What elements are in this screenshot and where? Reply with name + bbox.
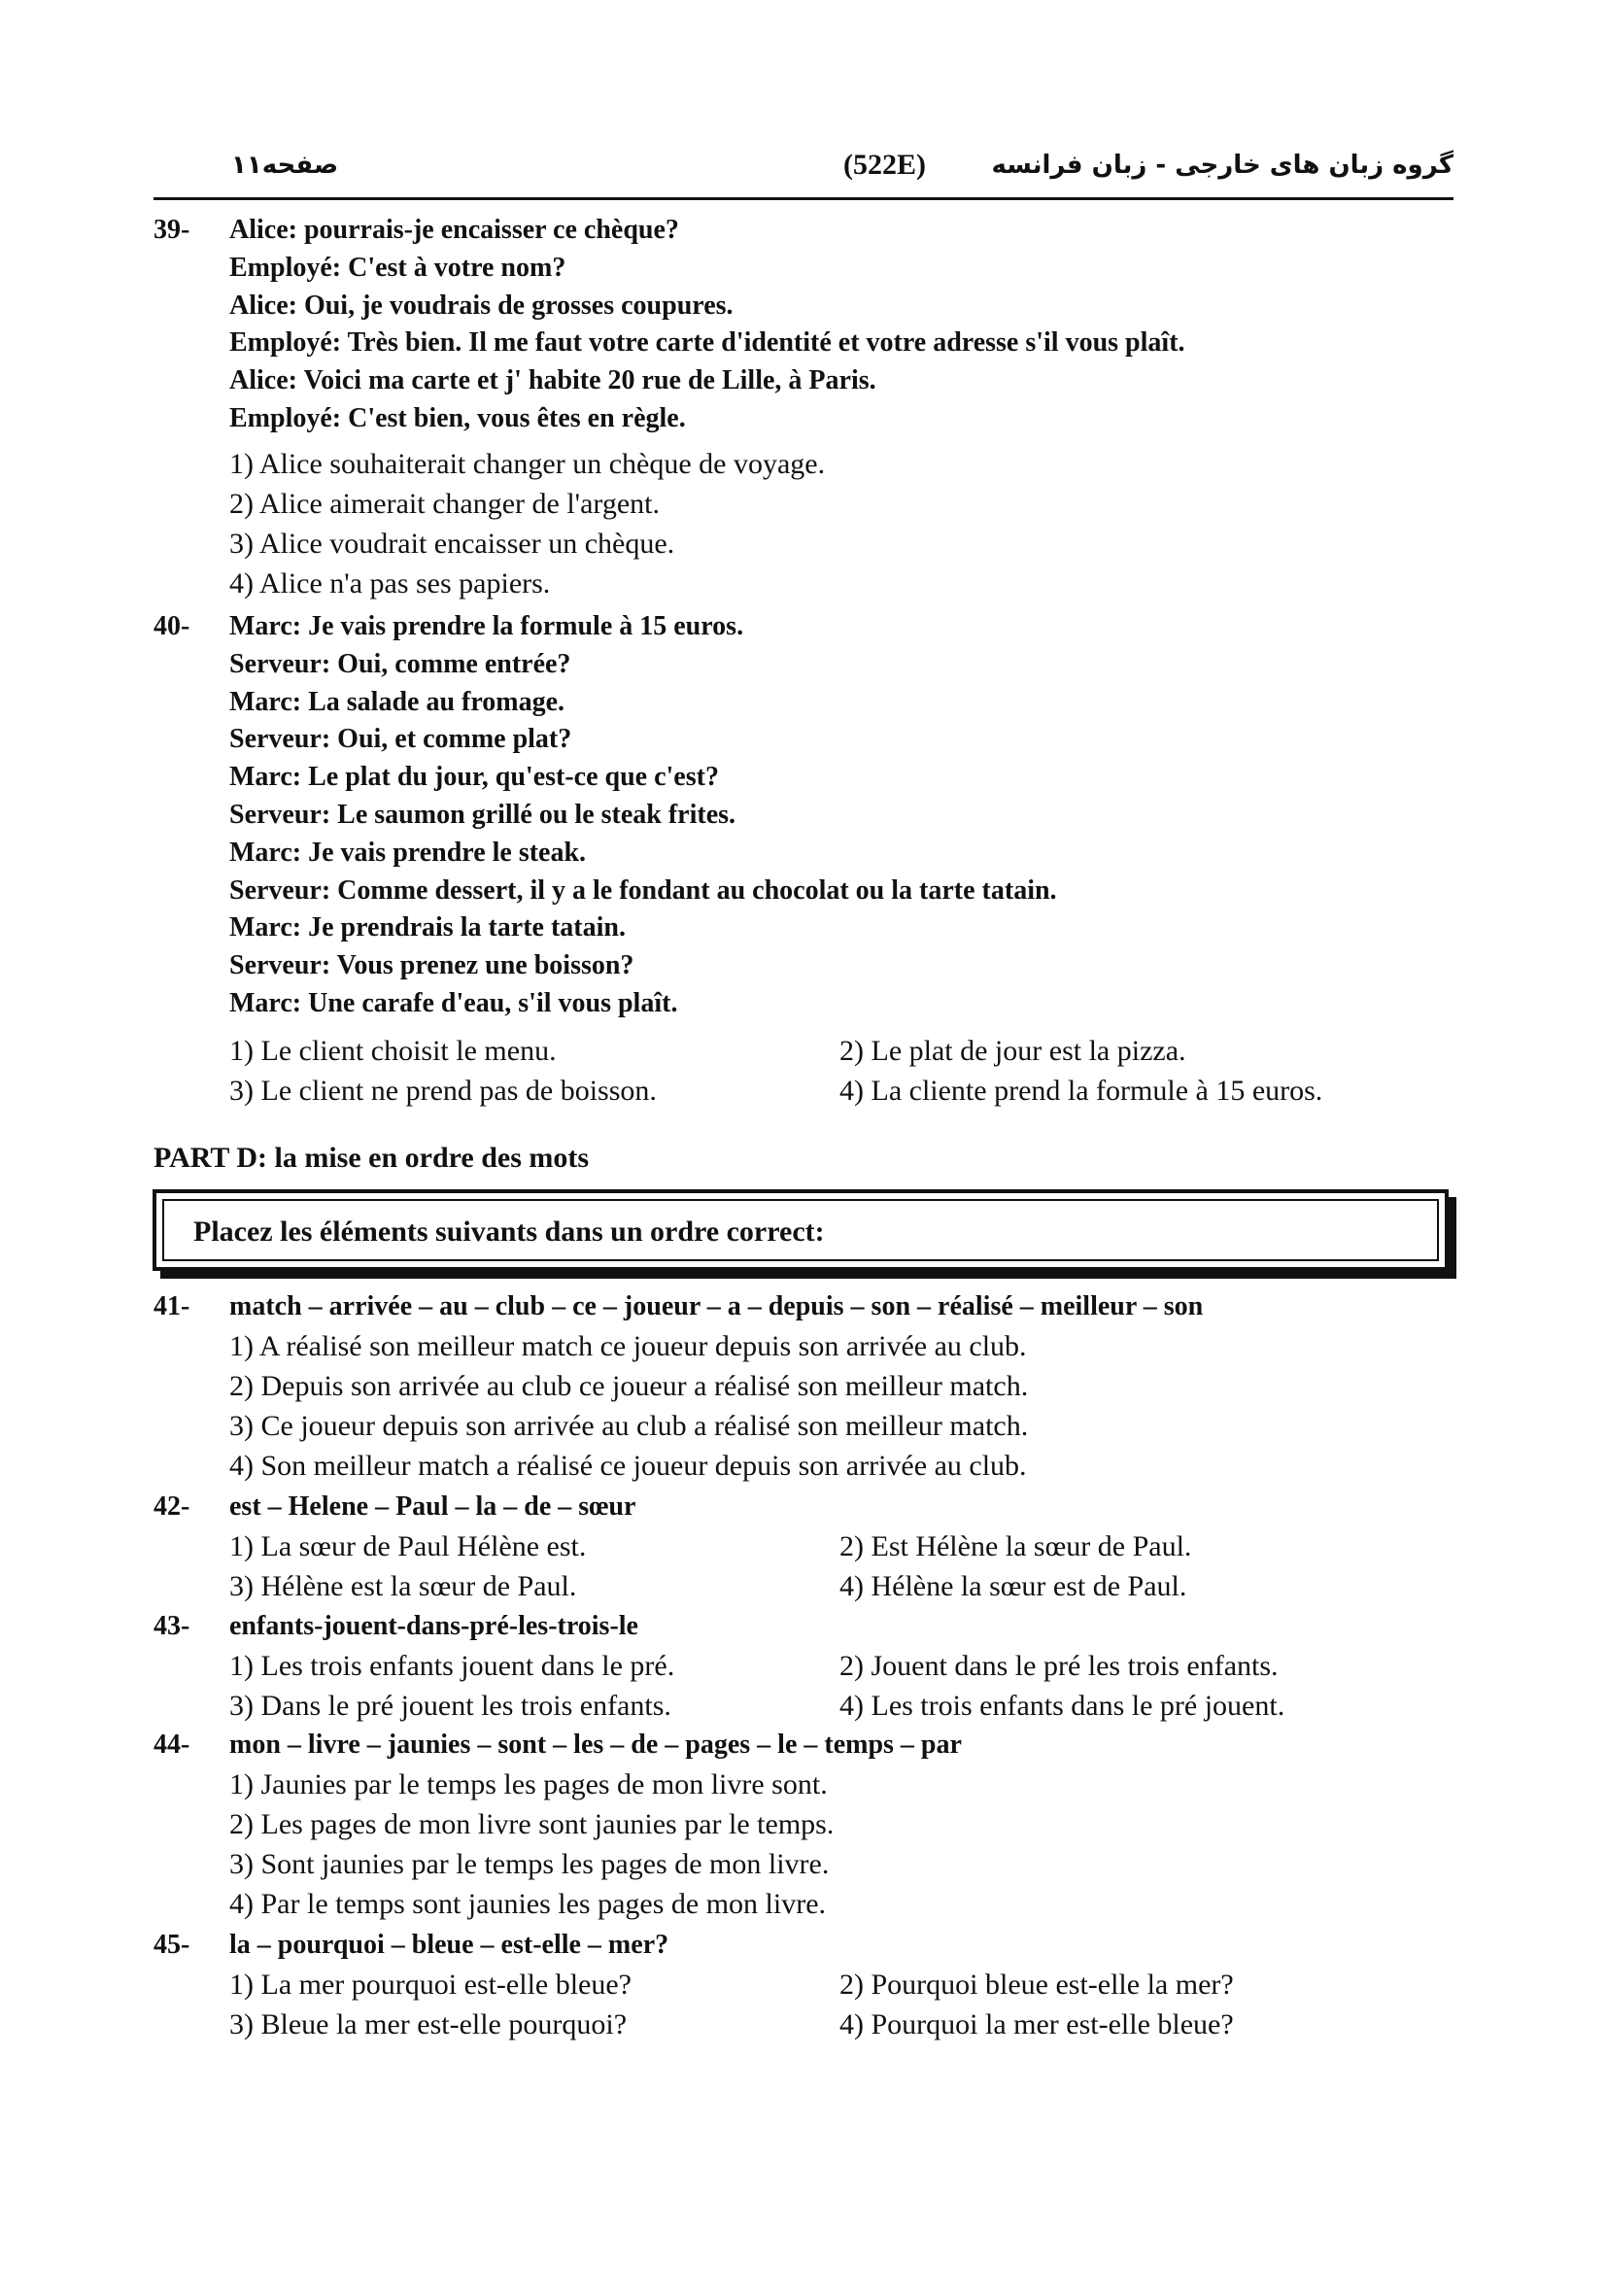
option-2[interactable]: 2) Les pages de mon livre sont jaunies par le temps. <box>229 1807 835 1840</box>
dialogue-line: Serveur: Oui, comme entrée? <box>229 648 571 679</box>
option-2[interactable]: 2) Est Hélène la sœur de Paul. <box>839 1529 1192 1562</box>
question-40 <box>154 608 1455 1111</box>
option-4[interactable]: 4) Hélène la sœur est de Paul. <box>839 1569 1187 1602</box>
question-number: 39- <box>154 215 190 245</box>
option-4[interactable]: 4) Pourquoi la mer est-elle bleue? <box>839 2007 1234 2040</box>
answer-options <box>229 444 1455 603</box>
option-3[interactable]: 3) Ce joueur depuis son arrivée au club a réalisé son meilleur match. <box>229 1409 1029 1442</box>
option-3[interactable]: 3) Hélène est la sœur de Paul. <box>229 1569 577 1602</box>
option-4[interactable]: 4) Par le temps sont jaunies les pages de mon livre. <box>229 1887 827 1920</box>
option-1[interactable]: 1) La sœur de Paul Hélène est. <box>229 1529 587 1562</box>
option-3[interactable]: 3) Alice voudrait encaisser un chèque. <box>229 527 675 560</box>
instruction-box-shadow <box>1449 1197 1456 1279</box>
option-1[interactable]: 1) Les trois enfants jouent dans le pré. <box>229 1649 675 1682</box>
dialogue-line: Serveur: Vous prenez une boisson? <box>229 950 634 981</box>
question-dialogue <box>229 212 1455 438</box>
option-3[interactable]: 3) Bleue la mer est-elle pourquoi? <box>229 2007 628 2040</box>
exam-code: (522E) <box>843 149 926 181</box>
option-2[interactable]: 2) Pourquoi bleue est-elle la mer? <box>839 1968 1234 2001</box>
option-4[interactable]: 4) Alice n'a pas ses papiers. <box>229 566 551 600</box>
exam-group-title: گروه زبان های خارجی - زبان فرانسه <box>991 151 1453 180</box>
question-prompt <box>229 1288 1455 1326</box>
instruction-box <box>153 1189 1449 1271</box>
header-rule <box>154 197 1453 200</box>
page-number: صفحه۱۱ <box>231 151 339 180</box>
section-title: PART D: la mise en ordre des mots <box>154 1142 590 1174</box>
option-4[interactable]: 4) Les trois enfants dans le pré jouent. <box>839 1689 1285 1722</box>
option-3[interactable]: 3) Le client ne prend pas de boisson. <box>229 1074 657 1107</box>
question-number: 43- <box>154 1611 190 1641</box>
option-2[interactable]: 2) Jouent dans le pré les trois enfants. <box>839 1649 1279 1682</box>
dialogue-line: Employé: Très bien. Il me faut votre carte d'identité et votre adresse s'il vous plaît. <box>229 327 1185 359</box>
instruction-box-inner <box>162 1199 1439 1261</box>
option-1[interactable]: 1) La mer pourquoi est-elle bleue? <box>229 1968 632 2001</box>
option-3[interactable]: 3) Sont jaunies par le temps les pages de mon livre. <box>229 1847 830 1880</box>
dialogue-line: Marc: Je vais prendre la formule à 15 euros. <box>229 611 744 641</box>
question-prompt <box>229 1727 1455 1765</box>
dialogue-line: Marc: Le plat du jour, qu'est-ce que c'est? <box>229 762 719 793</box>
question-number: 45- <box>154 1930 190 1960</box>
option-2[interactable]: 2) Le plat de jour est la pizza. <box>839 1034 1186 1067</box>
answer-options <box>229 1965 1455 2044</box>
dialogue-line: Marc: Je vais prendre le steak. <box>229 837 587 868</box>
word-list: la – pourquoi – bleue – est-elle – mer? <box>229 1930 669 1960</box>
question-prompt <box>229 1489 1455 1526</box>
question-42 <box>154 1489 1455 1606</box>
question-number: 44- <box>154 1730 190 1760</box>
dialogue-line: Marc: Je prendrais la tarte tatain. <box>229 912 626 943</box>
word-list: mon – livre – jaunies – sont – les – de – pages – le – temps – par <box>229 1730 962 1760</box>
answer-options <box>229 1326 1455 1486</box>
dialogue-line: Marc: Une carafe d'eau, s'il vous plaît. <box>229 987 678 1018</box>
word-list: est – Helene – Paul – la – de – sœur <box>229 1491 636 1522</box>
answer-options <box>229 1031 1455 1111</box>
question-41 <box>154 1288 1455 1486</box>
question-dialogue <box>229 608 1455 1023</box>
option-1[interactable]: 1) Le client choisit le menu. <box>229 1034 557 1067</box>
option-2[interactable]: 2) Depuis son arrivée au club ce joueur a réalisé son meilleur match. <box>229 1369 1029 1402</box>
dialogue-line: Marc: La salade au fromage. <box>229 686 565 717</box>
instruction-text: Placez les éléments suivants dans un ordre correct: <box>193 1216 825 1248</box>
option-4[interactable]: 4) La cliente prend la formule à 15 euros. <box>839 1074 1323 1107</box>
dialogue-line: Alice: pourrais-je encaisser ce chèque? <box>229 215 679 245</box>
question-39 <box>154 212 1455 603</box>
dialogue-line: Serveur: Oui, et comme plat? <box>229 724 572 755</box>
option-1[interactable]: 1) A réalisé son meilleur match ce joueur depuis son arrivée au club. <box>229 1329 1027 1362</box>
dialogue-line: Alice: Oui, je voudrais de grosses coupures. <box>229 290 734 321</box>
dialogue-line: Employé: C'est à votre nom? <box>229 252 566 283</box>
option-1[interactable]: 1) Alice souhaiterait changer un chèque de voyage. <box>229 447 826 480</box>
word-list: enfants-jouent-dans-pré-les-trois-le <box>229 1611 638 1641</box>
question-number: 40- <box>154 611 190 641</box>
dialogue-line: Employé: C'est bien, vous êtes en règle. <box>229 402 686 433</box>
dialogue-line: Serveur: Le saumon grillé ou le steak frites. <box>229 799 736 830</box>
answer-options <box>229 1765 1455 1924</box>
question-prompt <box>229 1608 1455 1646</box>
question-44 <box>154 1727 1455 1924</box>
instruction-box-shadow <box>160 1271 1456 1279</box>
question-prompt <box>229 1927 1455 1965</box>
question-43 <box>154 1608 1455 1726</box>
question-45 <box>154 1927 1455 2044</box>
question-number: 42- <box>154 1491 190 1522</box>
answer-options <box>229 1526 1455 1606</box>
dialogue-line: Alice: Voici ma carte et j' habite 20 rue de Lille, à Paris. <box>229 365 876 396</box>
word-list: match – arrivée – au – club – ce – joueur – a – depuis – son – réalisé – meilleur – son <box>229 1291 1204 1321</box>
answer-options <box>229 1646 1455 1726</box>
dialogue-line: Serveur: Comme dessert, il y a le fondant au chocolat ou la tarte tatain. <box>229 874 1057 906</box>
option-3[interactable]: 3) Dans le pré jouent les trois enfants. <box>229 1689 671 1722</box>
option-2[interactable]: 2) Alice aimerait changer de l'argent. <box>229 487 660 520</box>
question-number: 41- <box>154 1291 190 1321</box>
option-1[interactable]: 1) Jaunies par le temps les pages de mon livre sont. <box>229 1767 828 1800</box>
option-4[interactable]: 4) Son meilleur match a réalisé ce joueur depuis son arrivée au club. <box>229 1449 1027 1482</box>
